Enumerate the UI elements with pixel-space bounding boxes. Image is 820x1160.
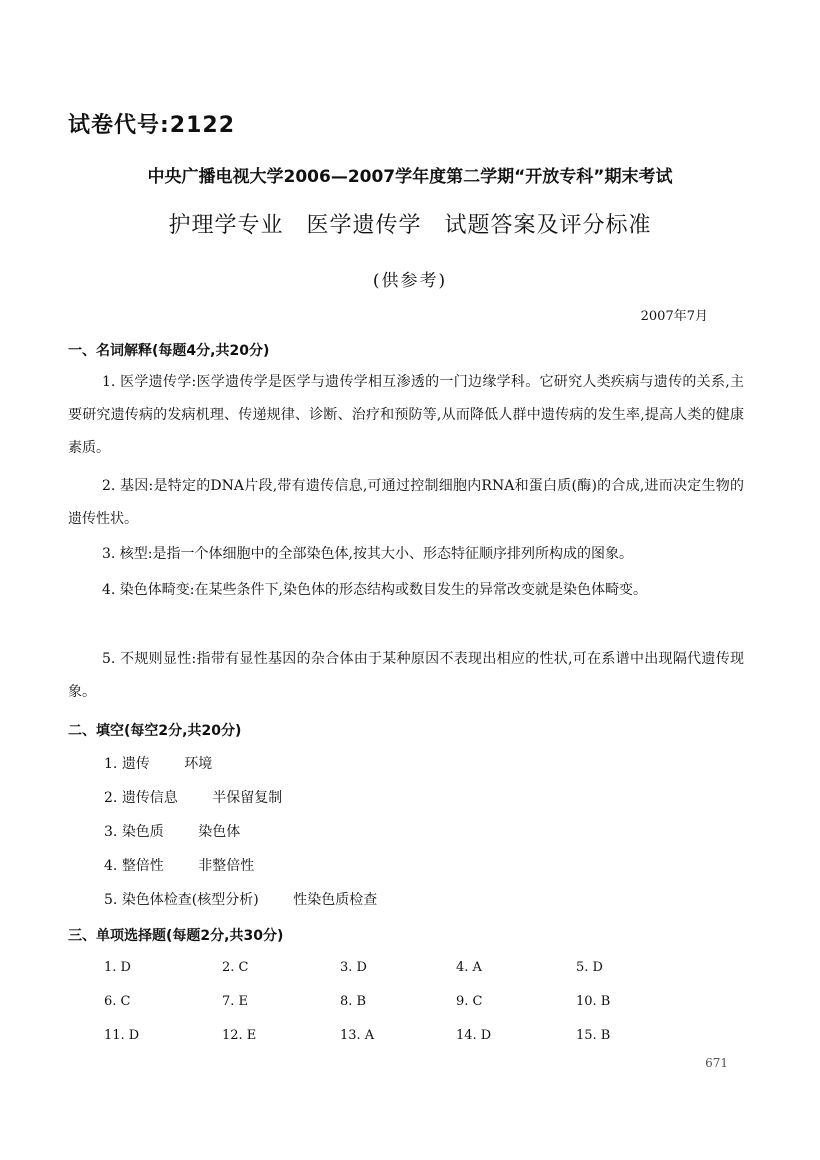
choice-answer: 1. D — [104, 960, 131, 975]
fill-item-5 — [104, 889, 377, 909]
definition-item-5: 5. 不规则显性:指带有显性基因的杂合体由于某种原因不表现出相应的性状,可在系谱中出现隔代遗传现象。 — [68, 651, 744, 700]
fill-answer-b: 染色体 — [198, 824, 241, 840]
choice-answer: 11. D — [104, 1028, 140, 1043]
section-1-heading: 一、名词解释(每题4分,共20分) — [68, 343, 270, 359]
fill-answer-a: 染色体检查(核型分析) — [121, 892, 259, 908]
definition-item-4: 4. 染色体畸变:在某些条件下,染色体的形态结构或数目发生的异常改变就是染色体畸变。 — [102, 582, 647, 598]
choice-answer: 6. C — [104, 994, 131, 1009]
choice-answer: 14. D — [456, 1028, 492, 1043]
fill-item-number: 5. — [104, 892, 118, 908]
definition-item-2: 2. 基因:是特定的DNA片段,带有遗传信息,可通过控制细胞内RNA和蛋白质(酶)的合成,进而决定生物的遗传性状。 — [68, 478, 744, 527]
fill-item-number: 2. — [104, 790, 118, 806]
fill-item-number: 1. — [104, 756, 118, 772]
document-subtitle: (供参考) — [372, 271, 448, 291]
choice-answer: 5. D — [576, 960, 603, 975]
fill-answer-a: 整倍性 — [121, 858, 164, 874]
section-2-heading: 二、填空(每空2分,共20分) — [68, 723, 242, 739]
section-3-heading: 三、单项选择题(每题2分,共30分) — [68, 928, 284, 944]
document-title: 护理学专业 医学遗传学 试题答案及评分标准 — [168, 213, 652, 238]
page-number: 671 — [705, 1056, 728, 1070]
paper-code: 试卷代号:2122 — [68, 113, 236, 138]
choice-answer: 12. E — [222, 1028, 257, 1043]
fill-item-3 — [104, 821, 240, 841]
choice-answer: 7. E — [222, 994, 249, 1009]
fill-item-2 — [104, 787, 282, 807]
fill-item-4 — [104, 855, 254, 875]
fill-answer-a: 遗传 — [121, 756, 150, 772]
fill-answer-b: 性染色质检查 — [293, 892, 378, 908]
fill-item-1 — [104, 753, 212, 773]
fill-item-number: 4. — [104, 858, 118, 874]
choice-answer: 3. D — [340, 960, 367, 975]
choice-answer: 15. B — [576, 1028, 611, 1043]
fill-answer-b: 环境 — [184, 756, 213, 772]
fill-answer-a: 染色质 — [121, 824, 164, 840]
choice-answer: 8. B — [340, 994, 367, 1009]
exam-name: 中央广播电视大学2006—2007学年度第二学期“开放专科”期末考试 — [147, 167, 673, 187]
choice-answer: 4. A — [456, 960, 482, 975]
document-date: 2007年7月 — [640, 309, 708, 324]
definition-item-1: 1. 医学遗传学:医学遗传学是医学与遗传学相互渗透的一门边缘学科。它研究人类疾病与遗传的关系,主要研究遗传病的发病机理、传递规律、诊断、治疗和预防等,从而降低人群中遗传病的发生率,提高人类的健康素质。 — [68, 374, 744, 456]
fill-answer-b: 半保留复制 — [212, 790, 283, 806]
definition-item-3: 3. 核型:是指一个体细胞中的全部染色体,按其大小、形态特征顺序排列所构成的图象。 — [102, 546, 633, 562]
fill-item-number: 3. — [104, 824, 118, 840]
choice-answer: 2. C — [222, 960, 249, 975]
choice-answer: 13. A — [340, 1028, 375, 1043]
choice-answer: 10. B — [576, 994, 611, 1009]
fill-answer-a: 遗传信息 — [121, 790, 178, 806]
fill-answer-b: 非整倍性 — [198, 858, 255, 874]
choice-answer: 9. C — [456, 994, 483, 1009]
